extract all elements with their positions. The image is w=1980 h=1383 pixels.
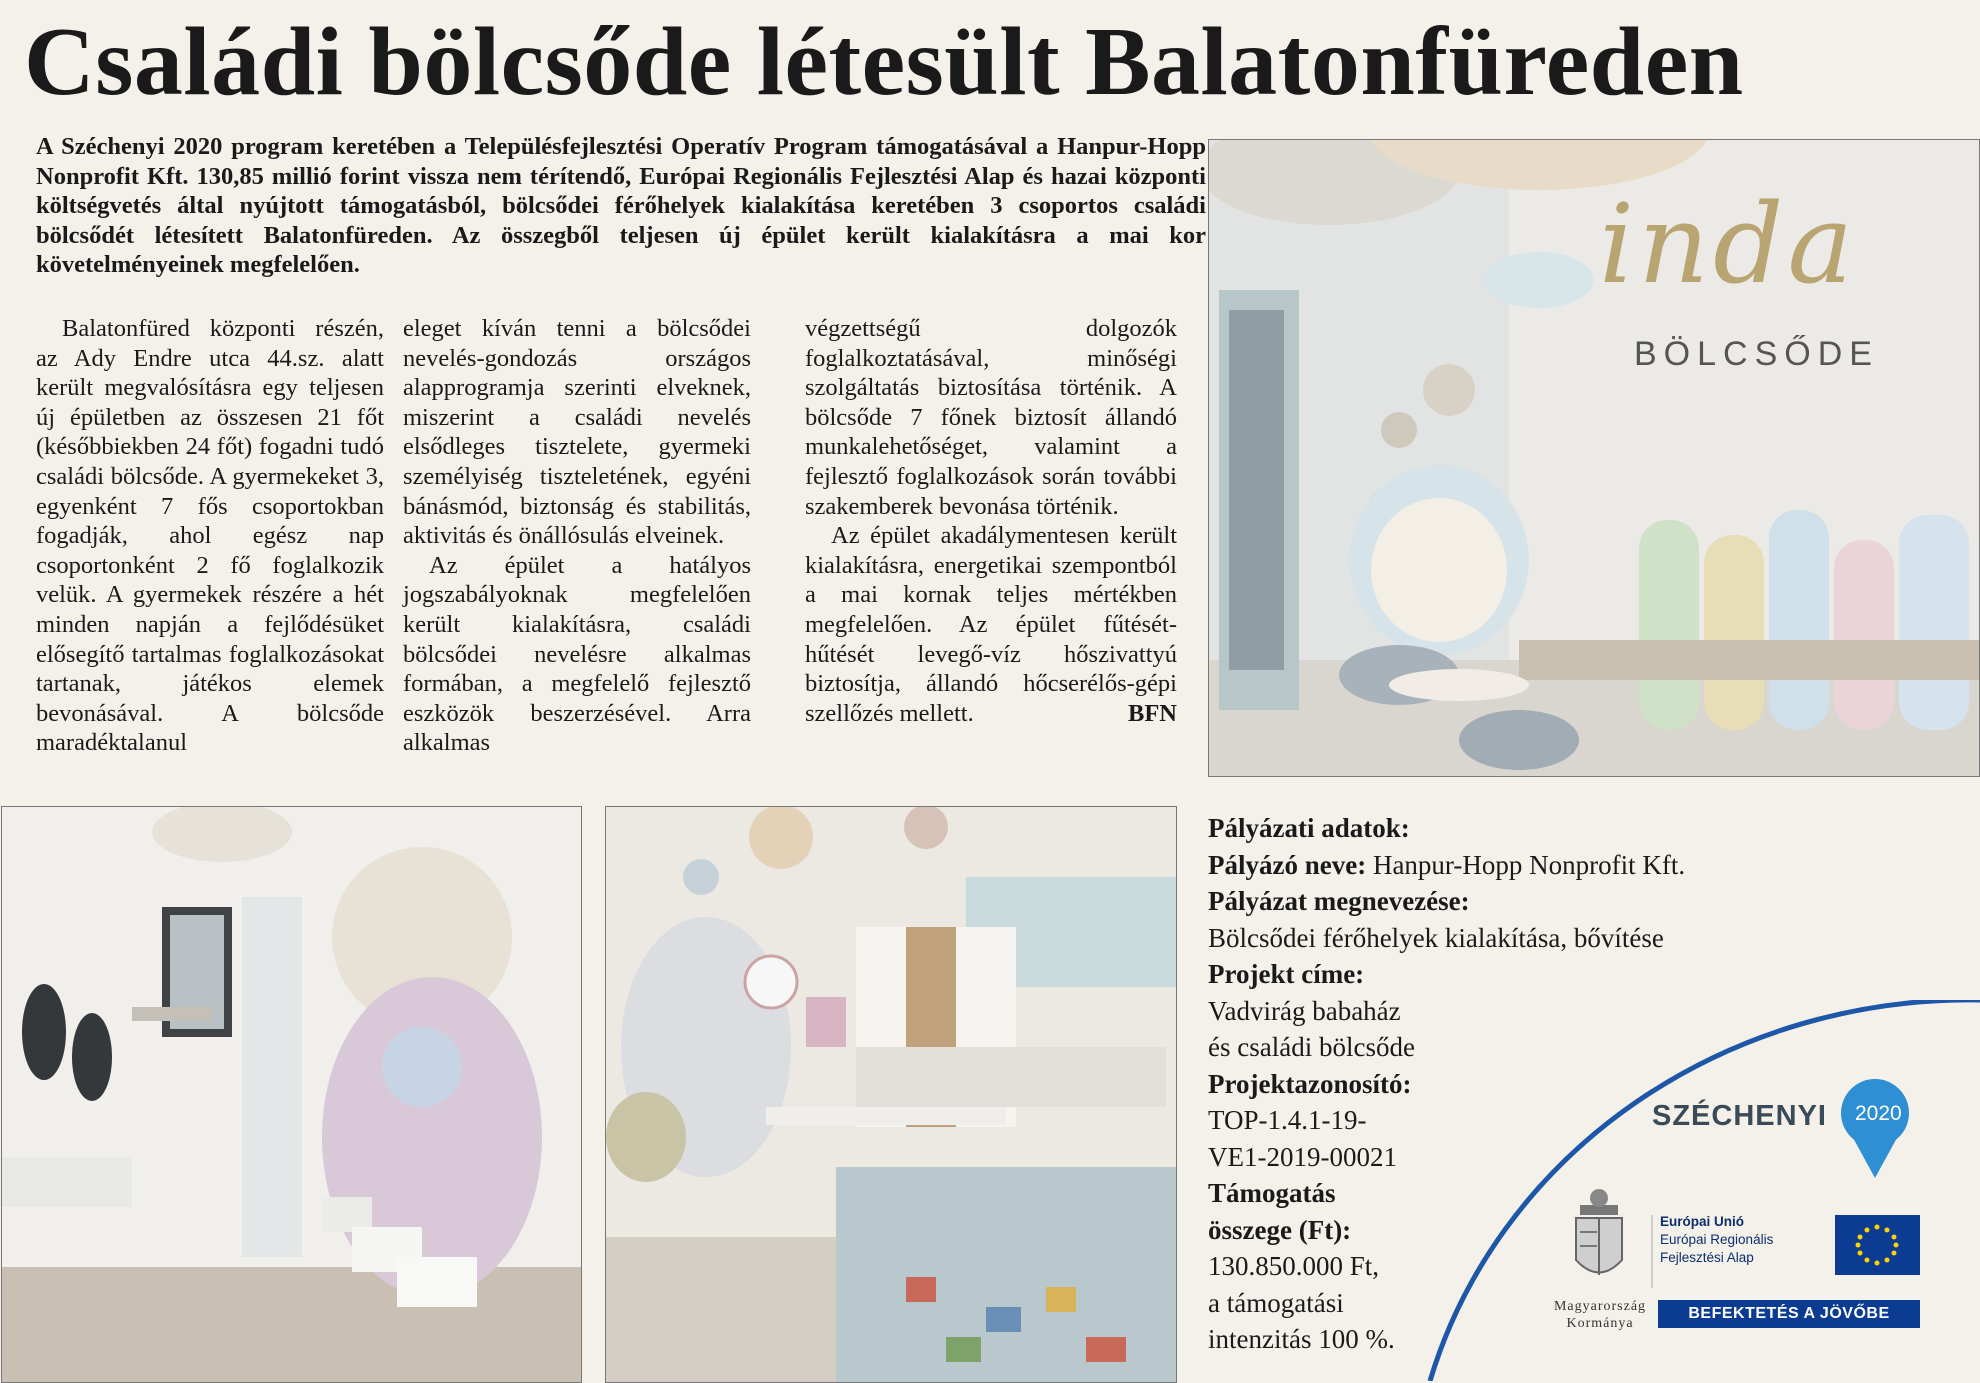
eu-line-2: Fejlesztési Alap <box>1660 1250 1754 1265</box>
body-col3-para-2-wrap <box>805 521 1177 728</box>
inda-script-sign: inda <box>1599 180 1858 308</box>
photo-bathroom <box>1 806 582 1383</box>
eu-title: Európai Unió <box>1660 1214 1744 1229</box>
grant-applicant-label: Pályázó neve: <box>1208 849 1367 880</box>
grant-project-value-1: Vadvirág babaház <box>1208 995 1401 1026</box>
grant-id-value-2: VE1-2019-00021 <box>1208 1141 1397 1172</box>
grant-id-label: Projektazonosító: <box>1208 1068 1412 1099</box>
body-column-3 <box>805 314 1177 728</box>
hungary-coat-of-arms-icon <box>1576 1189 1622 1275</box>
gov-line-2: Kormánya <box>1566 1316 1634 1331</box>
lead-paragraph: A Széchenyi 2020 program keretében a Településfejlesztési Operatív Program támogatásával a Hanpur-Hopp Nonprofit Kft. 130,85 millió forint vissza nem térítendő, Európai Regionális Fejlesztési Alap és hazai központi költségvetés által nyújtott támogatásból, bölcsődei férőhelyek kialakítása keretében 3 csoportos családi bölcsődét létesített Balatonfüreden. Az összegből teljesen új épület került kialakításra a mai kor követelményeinek megfelelően. <box>36 133 1206 278</box>
grant-amount-label-2: összege (Ft): <box>1208 1214 1352 1245</box>
eu-flag-icon <box>1835 1215 1920 1275</box>
invest-banner: BEFEKTETÉS A JÖVŐBE <box>1658 1300 1920 1328</box>
grant-title-value: Bölcsődei férőhelyek kialakítása, bővítése <box>1208 922 1664 953</box>
signature: BFN <box>1128 699 1177 727</box>
grant-amount-value-3: intenzitás 100 %. <box>1208 1324 1395 1354</box>
playroom-illustration <box>606 807 1176 1382</box>
body-col2-para-1: eleget kíván tenni a bölcsődei nevelés-gondozás országos alapprogramja szerinti elveknek, miszerint a családi nevelés elsődleges tisztelete, gyermeki személyiség tiszteletének, egyéni bánásmód, biztonság és stabilitás, aktivitás és önállósulás elveinek. <box>403 315 751 550</box>
photo-playroom <box>605 806 1177 1383</box>
grant-amount-value-1: 130.850.000 Ft, <box>1208 1251 1380 1281</box>
grant-title-label: Pályázat megnevezése: <box>1208 886 1470 916</box>
body-col1-text: Balatonfüred központi részén, az Ady Endre utca 44.sz. alatt került megvalósításra egy teljesen új épületben az összesen 21 főt (későbbiekben 24 főt) fogadni tudó családi bölcsőde. A gyermekeket 3, egyenként 7 fős csoportokban fogadják, ahol egész nap csoportonként 2 fő foglalkozik velük. A gyermekek részére a hét minden napján a fejlődésüket elősegítő tartalmas foglalkozásokat tartanak, játékos elemek bevonásával. A bölcsőde maradéktalanul <box>36 315 384 757</box>
grant-project-value-2: és családi bölcsőde <box>1208 1032 1415 1062</box>
gov-line-1: Magyarország <box>1553 1299 1647 1314</box>
eu-line-1: Európai Regionális <box>1660 1232 1774 1247</box>
grant-id-value-1: TOP-1.4.1-19- <box>1208 1105 1367 1135</box>
headline: Családi bölcsőde létesült Balatonfüreden <box>24 8 1744 116</box>
funding-logos <box>1400 1000 1980 1381</box>
grant-project-label: Projekt címe: <box>1208 959 1365 989</box>
body-col3-para-1: végzettségű dolgozók foglalkoztatásával, minőségi szolgáltatás biztosítása történik. A bölcsőde 7 főnek biztosít állandó munkalehetőséget, valamint a fejlesztő foglalkozások során további szakemberek bevonása történik. <box>805 315 1177 520</box>
grant-applicant-row <box>1208 847 1728 884</box>
body-column-2 <box>403 314 751 758</box>
bolcsode-sign: BÖLCSŐDE <box>1634 335 1879 373</box>
body-column-1 <box>36 314 384 758</box>
grant-amount-label-1: Támogatás <box>1208 1178 1336 1208</box>
body-col3-para-2: Az épület akadálymentesen került kialakításra, energetikai szempontból a mai kornak teljes mértékben megfelelően. Az épület fűtését-hűtését levegő-víz hőszivattyú biztosítja, állandó hőcserélős-gépi szellőzés mellett. <box>805 522 1177 727</box>
photo-nursery-wall <box>1208 139 1980 777</box>
grant-amount-value-2: a támogatási <box>1208 1287 1344 1318</box>
grant-heading: Pályázati adatok: <box>1208 813 1410 843</box>
grant-applicant-value: Hanpur-Hopp Nonprofit Kft. <box>1372 849 1686 880</box>
nursery-wall-illustration <box>1209 140 1979 776</box>
bathroom-illustration <box>2 807 581 1382</box>
eu-logo-text <box>1660 1213 1820 1267</box>
body-col2-para-2: Az épület a hatályos jogszabályoknak megfelelően került kialakításra, családi bölcsődei nevelésre alkalmas formában, a megfelelő fejlesztő eszközök beszerzésével. Arra alkalmas <box>403 551 751 757</box>
szechenyi-logo-year: 2020 <box>1855 1102 1902 1125</box>
szechenyi-logo-text: SZÉCHENYI <box>1652 1100 1827 1132</box>
